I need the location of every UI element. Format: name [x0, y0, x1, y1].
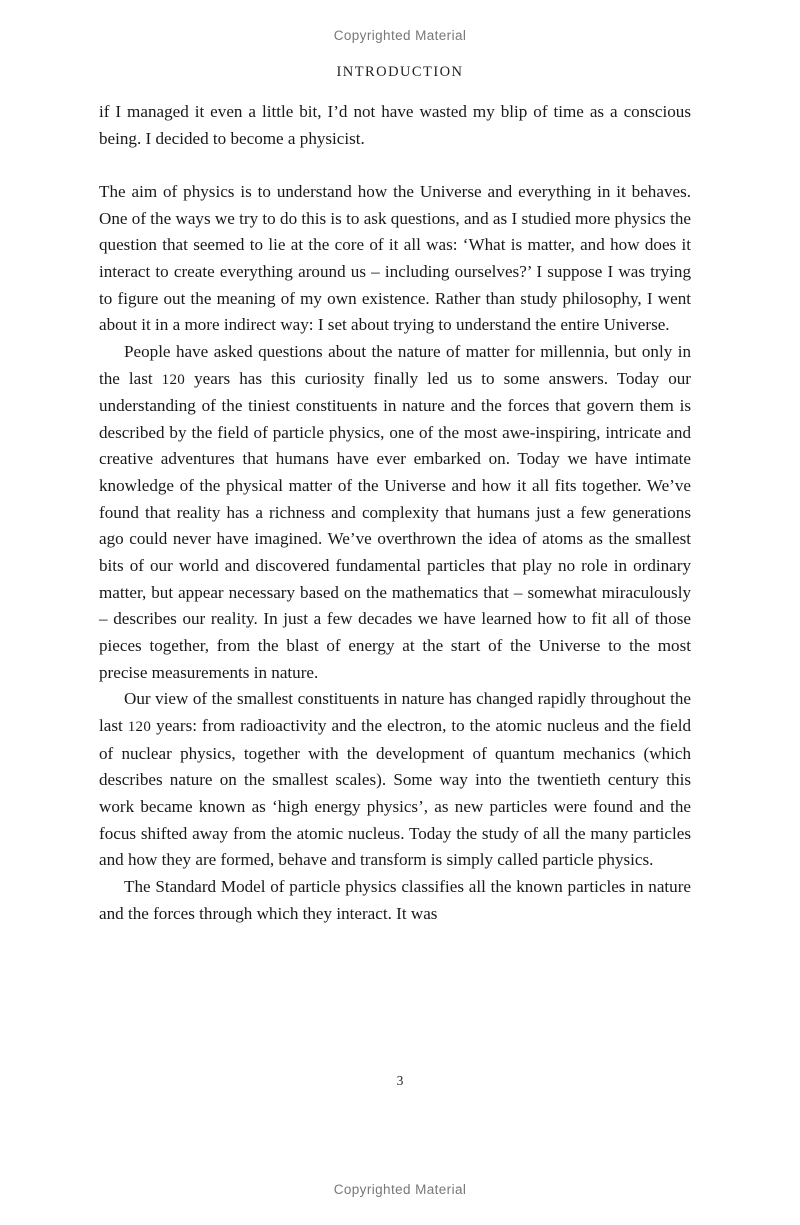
running-head-chapter-title: INTRODUCTION [336, 64, 464, 80]
copyright-watermark-top: Copyrighted Material [333, 28, 467, 43]
inline-number: 120 [127, 719, 152, 736]
inline-number: 120 [161, 371, 186, 388]
copyright-watermark-bottom: Copyrighted Material [333, 1182, 467, 1197]
body-paragraph: The aim of physics is to understand how the Universe and everything in it behaves. One of the ways we try to do this is to ask questions, and as I studied more physics the question that seemed to lie at the core of it all was: ‘What is matter, and how does it interact to create everything around us – including ourselves?’ I suppose I was trying to figure out the meaning of my own existence. Rather than study philosophy, I went about it in a more indirect way: I set about trying to understand the entire Universe. [99, 181, 691, 335]
body-paragraph [99, 339, 691, 687]
paragraph-text-segment: years has this curiosity finally led us to some answers. Today our understanding of the tiniest constituents in nature and the forces that govern them is described by the field of particle physics, one of the most awe-inspiring, intricate and creative adventures that humans have ever embarked on. Today we have intimate knowledge of the physical matter of the Universe and how it all fits together. We’ve found that reality has a richness and complexity that humans just a few generations ago could never have imagined. We’ve overthrown the idea of atoms as the smallest bits of our world and discovered fundamental particles that play no role in ordinary matter, but appear necessary based on the mathematics that – somewhat miraculously – describes our reality. In just a few decades we have learned how to fit all of those pieces together, from the blast of energy at the start of the Universe to the most precise measurements in nature. [99, 368, 691, 682]
paragraph-text-segment: years: from radioactivity and the electron, to the atomic nucleus and the field of nuclear physics, together with the development of quantum mechanics (which describes nature on the smallest scales). Some way into the twentieth century this work became known as ‘high energy physics’, as new particles were found and the focus shifted away from the atomic nucleus. Today the study of all the many particles and how they are formed, behave and transform is simply called particle physics. [99, 716, 691, 870]
paragraph-text-segment: People have asked questions about the nature of matter for millennia, but only in the last [99, 341, 691, 388]
page-number: 3 [396, 1073, 404, 1088]
body-paragraph [99, 686, 691, 874]
paragraph-text-segment: Our view of the smallest constituents in nature has changed rapidly throughout the last [99, 689, 691, 736]
body-paragraph: The Standard Model of particle physics classifies all the known particles in nature and the forces through which they interact. It was [99, 876, 691, 923]
body-paragraph: if I managed it even a little bit, I’d not have wasted my blip of time as a conscious being. I decided to become a physicist. [99, 102, 691, 148]
body-text-column [99, 99, 691, 927]
